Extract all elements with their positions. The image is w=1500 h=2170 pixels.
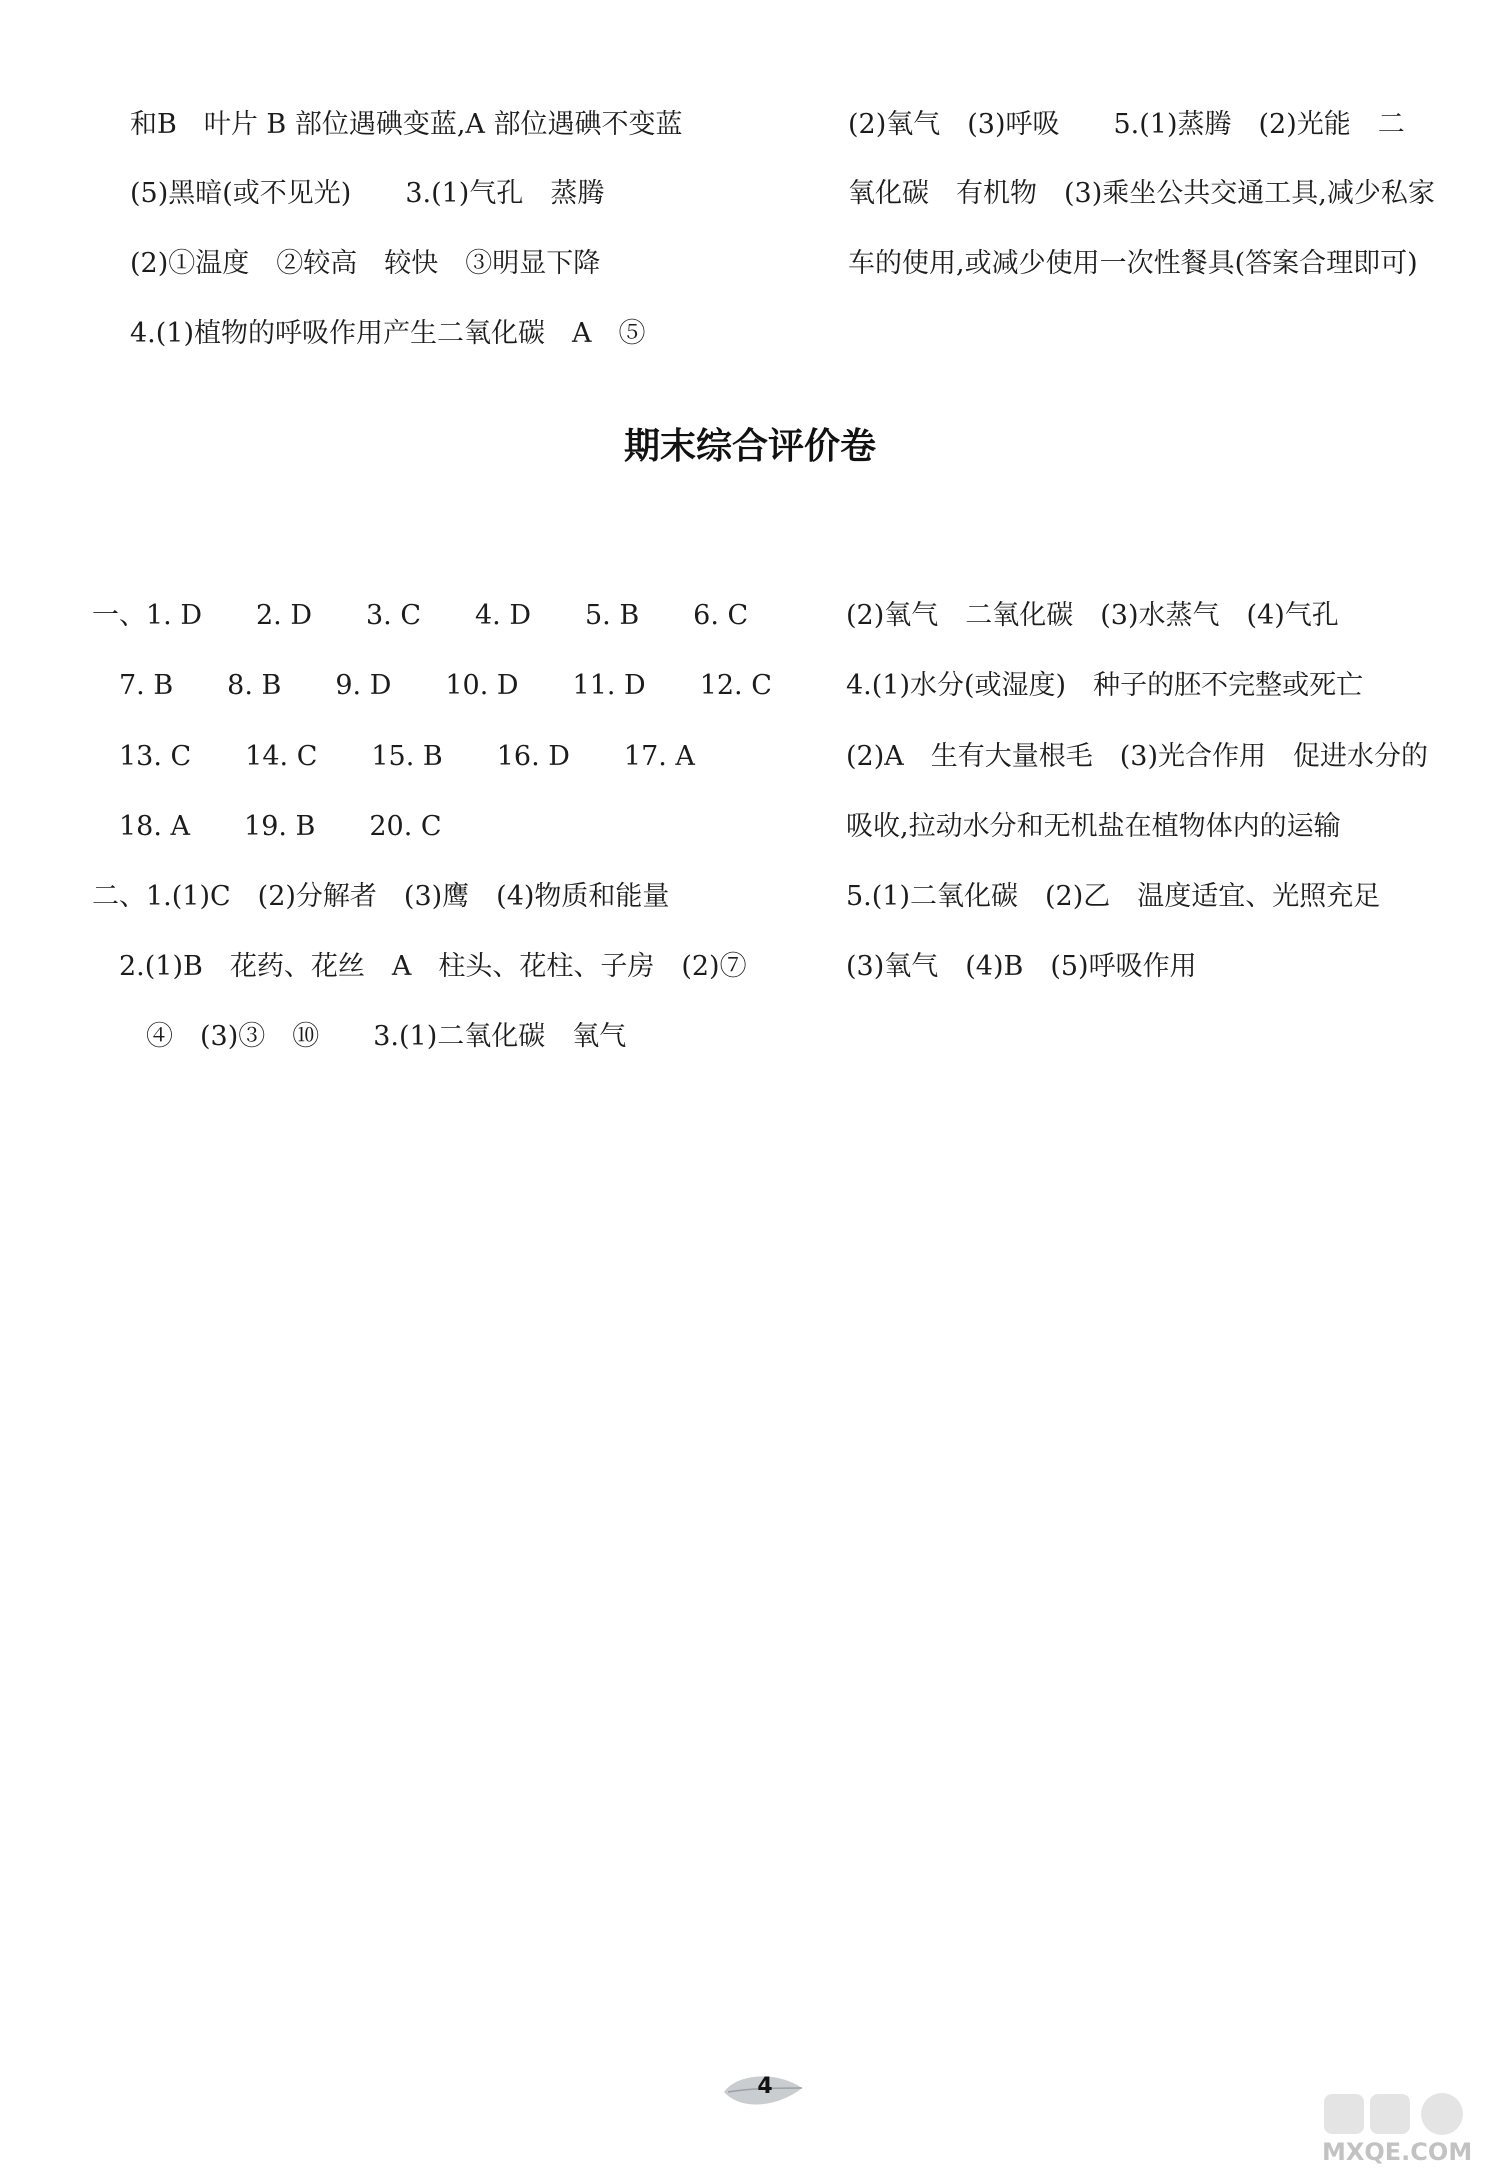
answer-line: (2)A 生有大量根毛 (3)光合作用 促进水分的 [846,741,1428,772]
answer-line: (5)黑暗(或不见光) 3.(1)气孔 蒸腾 [130,178,605,209]
answer-line: 一、1. D 2. D 3. C 4. D 5. B 6. C [92,600,749,631]
answer-line: 5.(1)二氧化碳 (2)乙 温度适宜、光照充足 [846,881,1381,912]
answer-line: 吸收,拉动水分和无机盐在植物体内的运输 [846,811,1341,842]
answer-line: 13. C 14. C 15. B 16. D 17. A [92,741,695,772]
watermark-url: MXQE.COM [1322,2138,1473,2166]
answer-line: 4.(1)水分(或湿度) 种子的胚不完整或死亡 [846,670,1364,701]
answer-line: 18. A 19. B 20. C [92,811,442,842]
page-number: 4 [757,2074,773,2099]
answer-line: (2)①温度 ②较高 较快 ③明显下降 [130,248,601,279]
answer-line: 车的使用,或减少使用一次性餐具(答案合理即可) [848,248,1418,279]
answer-line: ④ (3)③ ⑩ 3.(1)二氧化碳 氧气 [92,1021,627,1052]
answer-line: 2.(1)B 花药、花丝 A 柱头、花柱、子房 (2)⑦ [92,951,747,982]
answer-line: 4.(1)植物的呼吸作用产生二氧化碳 A ⑤ [130,318,646,349]
answer-line: (2)氧气 二氧化碳 (3)水蒸气 (4)气孔 [846,600,1339,631]
answer-line: (3)氧气 (4)B (5)呼吸作用 [846,951,1197,982]
answer-line: 7. B 8. B 9. D 10. D 11. D 12. C [92,670,772,701]
answer-line: 氧化碳 有机物 (3)乘坐公共交通工具,减少私家 [848,178,1435,209]
answer-line: 和B 叶片 B 部位遇碘变蓝,A 部位遇碘不变蓝 [130,109,683,140]
answer-line: (2)氧气 (3)呼吸 5.(1)蒸腾 (2)光能 二 [848,109,1405,140]
answer-line: 二、1.(1)C (2)分解者 (3)鹰 (4)物质和能量 [92,881,670,912]
section-title: 期末综合评价卷 [623,426,876,467]
